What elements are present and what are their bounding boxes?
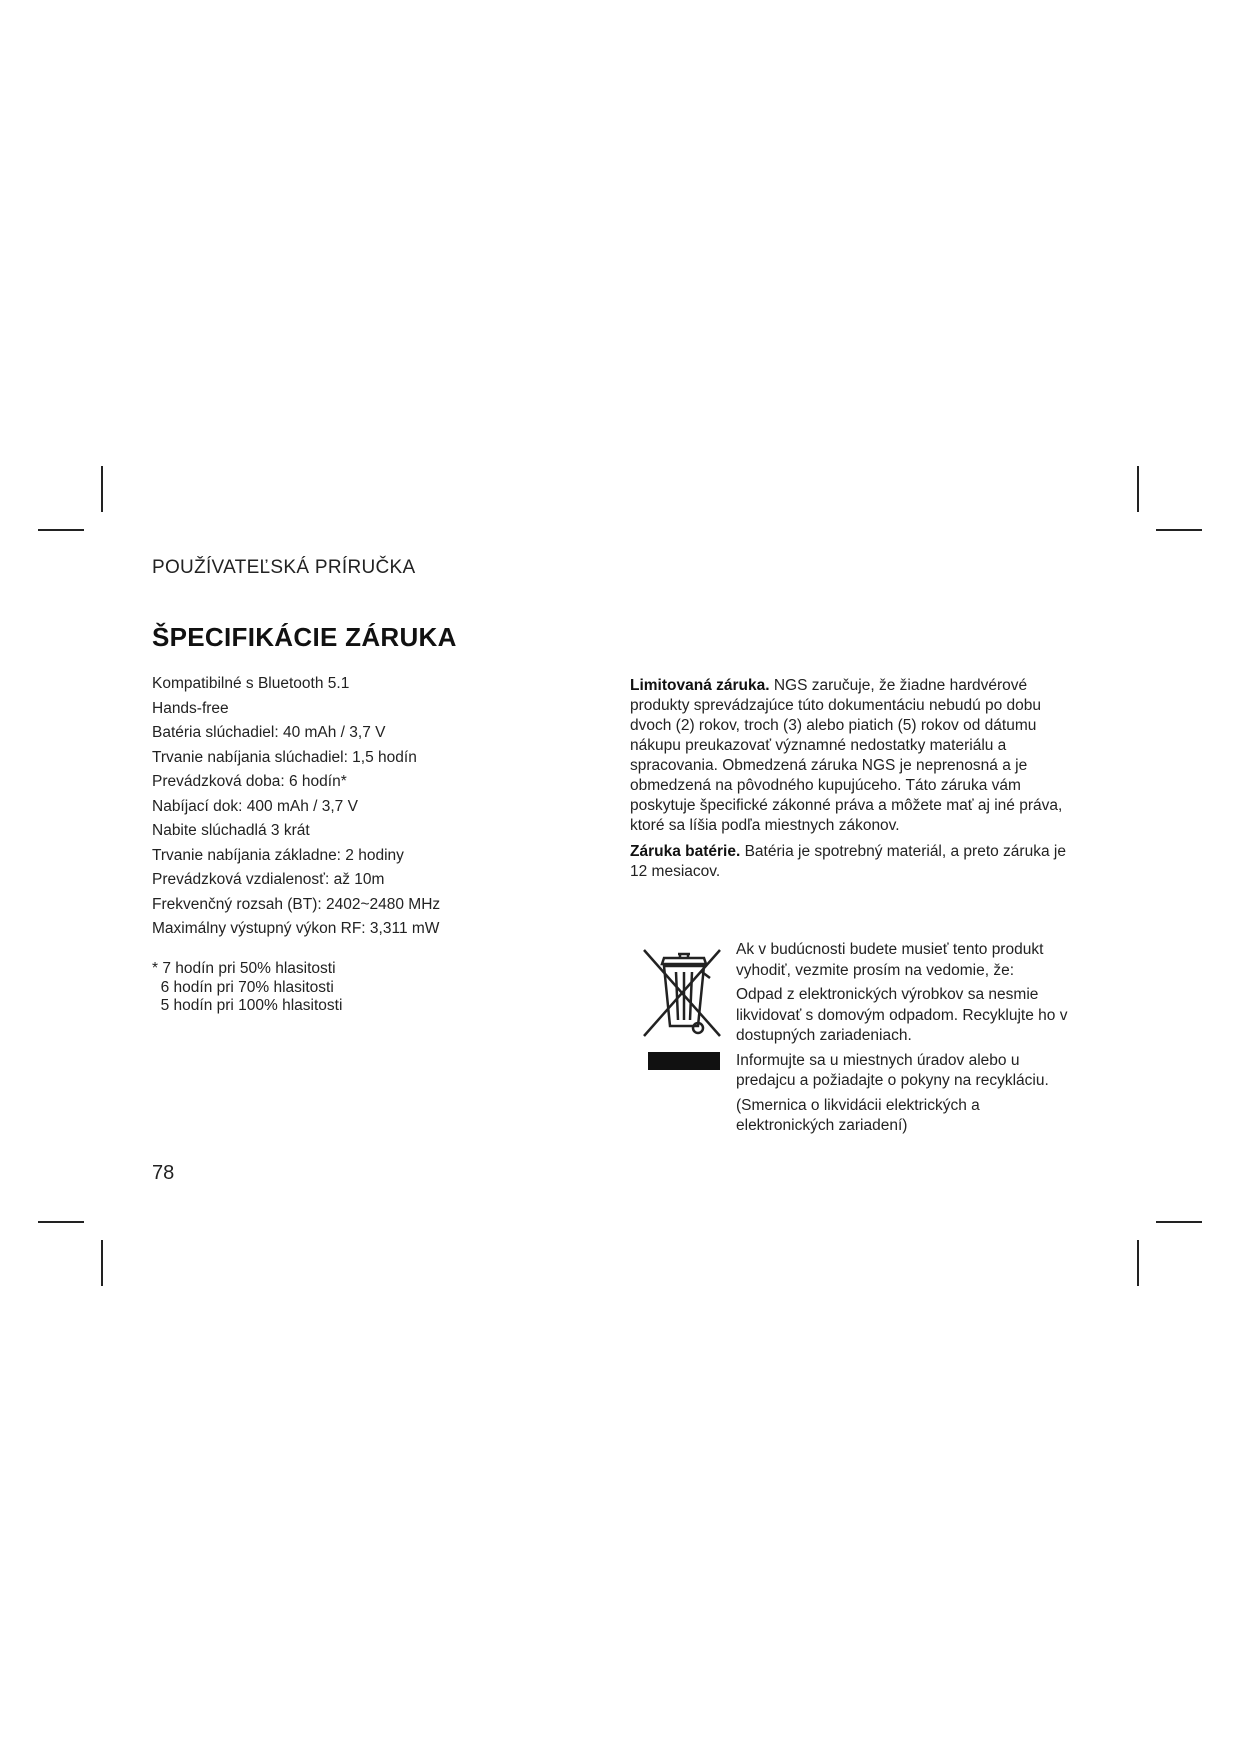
note-line: 5 hodín pri 100% hlasitosti: [152, 997, 343, 1014]
limited-warranty-label: Limitovaná záruka.: [630, 677, 770, 694]
battery-warranty-paragraph: [630, 842, 1075, 882]
crop-mark-bottom-right-horizontal: [1156, 1221, 1202, 1223]
crop-mark-bottom-right-vertical: [1137, 1240, 1139, 1286]
crop-mark-top-left-vertical: [101, 466, 103, 512]
crop-mark-top-right-horizontal: [1156, 529, 1202, 531]
crop-mark-bottom-left-vertical: [101, 1240, 103, 1286]
spec-item: Batéria slúchadiel: 40 mAh / 3,7 V: [152, 724, 386, 741]
note-line: 6 hodín pri 70% hlasitosti: [152, 978, 334, 996]
spec-item: Frekvenčný rozsah (BT): 2402~2480 MHz: [152, 895, 441, 913]
spec-item: Trvanie nabíjania slúchadiel: 1,5 hodín: [152, 748, 417, 766]
document-header: POUŽÍVATEĽSKÁ PRÍRUČKA: [152, 557, 416, 578]
battery-warranty-text: Batéria je spotrebný materiál, a preto záruka je 12 mesiacov.: [630, 843, 1066, 880]
spec-item: Kompatibilné s Bluetooth 5.1: [152, 675, 350, 692]
disposal-paragraph: Odpad z elektronických výrobkov sa nesmie likvidovať s domovým odpadom. Recyklujte ho v dostupných zariadeniach.: [736, 986, 1068, 1044]
spec-item: Nabíjací dok: 400 mAh / 3,7 V: [152, 797, 358, 815]
battery-life-note: [152, 960, 342, 1016]
specifications-list: [152, 672, 440, 942]
crossed-out-wheelie-bin-icon: [640, 942, 726, 1072]
warranty-section: [630, 676, 1075, 888]
spec-item: Nabite slúchadlá 3 krát: [152, 822, 310, 839]
note-line: * 7 hodín pri 50% hlasitosti: [152, 960, 336, 977]
disposal-paragraph: Informujte sa u miestnych úradov alebo u predajcu a požiadajte o pokyny na recykláciu.: [736, 1051, 1049, 1089]
crop-mark-top-left-horizontal: [38, 529, 84, 531]
disposal-information: [736, 940, 1081, 1141]
disposal-paragraph: Ak v budúcnosti budete musieť tento produkt vyhodiť, vezmite prosím na vedomie, že:: [736, 941, 1044, 979]
battery-warranty-label: Záruka batérie.: [630, 843, 741, 860]
spec-item: Trvanie nabíjania základne: 2 hodiny: [152, 846, 404, 864]
spec-item: Prevádzková doba: 6 hodín*: [152, 773, 347, 790]
crop-mark-bottom-left-horizontal: [38, 1221, 84, 1223]
spec-item: Prevádzková vzdialenosť: až 10m: [152, 871, 385, 888]
spec-item: Maximálny výstupný výkon RF: 3,311 mW: [152, 920, 440, 937]
limited-warranty-paragraph: [630, 676, 1075, 836]
crop-mark-top-right-vertical: [1137, 466, 1139, 512]
spec-item: Hands-free: [152, 699, 229, 717]
page-number: 78: [152, 1162, 175, 1184]
limited-warranty-text: NGS zaručuje, že žiadne hardvérové produkty sprevádzajúce túto dokumentáciu nebudú po dobu dvoch (2) rokov, troch (3) alebo piatich (5) rokov od dátumu nákupu preukazovať významné nedostatky materiálu a spracovania. Obmedzená záruka NGS je neprenosná a je obmedzená na pôvodného kupujúceho. Táto záruka vám poskytuje špecifické zákonné práva a môžete mať aj iné práva, ktoré sa líšia podľa miestnych zákonov.: [630, 677, 1063, 834]
page-title: ŠPECIFIKÁCIE ZÁRUKA: [152, 622, 457, 652]
disposal-paragraph: (Smernica o likvidácii elektrických a elektronických zariadení): [736, 1096, 980, 1134]
